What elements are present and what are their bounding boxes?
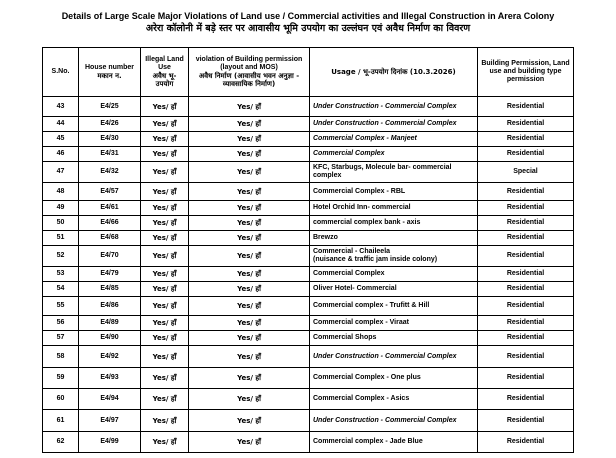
cell-usage: Under Construction - Commercial Complex [310,117,478,132]
cell-house-number: E4/92 [79,346,141,368]
cell-sno: 50 [43,216,79,231]
cell-usage: Commercial Complex - RBL [310,183,478,201]
title-english: Details of Large Scale Major Violations of Land use / Commercial activities and Illegal Construction in Arera Colony [61,11,555,21]
cell-usage: Commercial Complex [310,267,478,282]
table-row [43,97,574,117]
cell-house-number: E4/57 [79,183,141,201]
table-row [43,201,574,216]
header-usage: Usage / भू-उपयोग दिनांक (10.3.2026) [310,48,478,97]
table-row [43,246,574,267]
cell-usage: Under Construction - Commercial Complex [310,97,478,117]
table-row [43,432,574,453]
cell-house-number: E4/85 [79,282,141,297]
cell-permission: Residential [478,216,574,231]
cell-sno: 54 [43,282,79,297]
cell-violation: Yes/ हाँ [189,297,310,316]
cell-illegal-land-use: Yes/ हाँ [141,117,189,132]
cell-house-number: E4/66 [79,216,141,231]
cell-usage: Under Construction - Commercial Complex [310,410,478,432]
cell-usage: Hotel Orchid Inn- commercial [310,201,478,216]
cell-violation: Yes/ हाँ [189,267,310,282]
cell-illegal-land-use: Yes/ हाँ [141,231,189,246]
header-violation-hi: अवैध निर्माण (आवासीय भवन अनुज्ञा - व्यावसायिक निर्माण) [198,72,300,88]
header-illegal-hi: अवैध भू-उपयोग [152,72,177,88]
cell-sno: 43 [43,97,79,117]
table-body [43,97,574,453]
cell-permission: Residential [478,297,574,316]
title-hindi: अरेरा कॉलोनी में बड़े स्तर पर आवासीय भूमि उपयोग का उल्लंघन एवं अवैध निर्माण का विवरण [145,23,471,34]
cell-usage: commercial complex bank - axis [310,216,478,231]
cell-violation: Yes/ हाँ [189,162,310,183]
table-row [43,389,574,410]
table-header-row [43,48,574,97]
cell-sno: 58 [43,346,79,368]
cell-sno: 52 [43,246,79,267]
cell-usage: KFC, Starbugs, Molecule bar- commercial complex [310,162,478,183]
cell-sno: 47 [43,162,79,183]
cell-permission: Special [478,162,574,183]
cell-permission: Residential [478,231,574,246]
cell-house-number: E4/99 [79,432,141,453]
table-row [43,132,574,147]
cell-sno: 55 [43,297,79,316]
cell-illegal-land-use: Yes/ हाँ [141,97,189,117]
cell-violation: Yes/ हाँ [189,331,310,346]
table-row [43,316,574,331]
cell-illegal-land-use: Yes/ हाँ [141,267,189,282]
cell-permission: Residential [478,316,574,331]
cell-usage: Commercial Complex - One plus [310,368,478,389]
cell-violation: Yes/ हाँ [189,389,310,410]
header-illegal-land-use [141,48,189,97]
cell-illegal-land-use: Yes/ हाँ [141,432,189,453]
cell-illegal-land-use: Yes/ हाँ [141,162,189,183]
table-row [43,117,574,132]
cell-usage: Commercial complex - Jade Blue [310,432,478,453]
cell-permission: Residential [478,183,574,201]
header-illegal-en: Illegal Land Use [145,56,184,71]
cell-permission: Residential [478,410,574,432]
table-row [43,282,574,297]
cell-sno: 62 [43,432,79,453]
cell-house-number: E4/31 [79,147,141,162]
cell-sno: 59 [43,368,79,389]
cell-house-number: E4/94 [79,389,141,410]
cell-house-number: E4/97 [79,410,141,432]
table-row [43,346,574,368]
cell-permission: Residential [478,147,574,162]
cell-violation: Yes/ हाँ [189,183,310,201]
cell-house-number: E4/25 [79,97,141,117]
cell-violation: Yes/ हाँ [189,410,310,432]
header-permission: Building Permission, Land use and building type permission [478,48,574,97]
cell-illegal-land-use: Yes/ हाँ [141,183,189,201]
cell-permission: Residential [478,97,574,117]
cell-usage: Commercial Complex - Asics [310,389,478,410]
cell-usage: Commercial Complex [310,147,478,162]
cell-permission: Residential [478,282,574,297]
cell-permission: Residential [478,331,574,346]
cell-sno: 53 [43,267,79,282]
cell-sno: 48 [43,183,79,201]
cell-permission: Residential [478,267,574,282]
cell-violation: Yes/ हाँ [189,346,310,368]
cell-house-number: E4/90 [79,331,141,346]
cell-violation: Yes/ हाँ [189,147,310,162]
cell-illegal-land-use: Yes/ हाँ [141,316,189,331]
cell-violation: Yes/ हाँ [189,432,310,453]
cell-house-number: E4/89 [79,316,141,331]
cell-violation: Yes/ हाँ [189,117,310,132]
cell-usage: Commercial - Chaileela (nuisance & traffic jam inside colony) [310,246,478,267]
cell-house-number: E4/30 [79,132,141,147]
table-row [43,297,574,316]
cell-usage: Oliver Hotel- Commercial [310,282,478,297]
table-row [43,231,574,246]
cell-sno: 60 [43,389,79,410]
cell-violation: Yes/ हाँ [189,201,310,216]
cell-house-number: E4/61 [79,201,141,216]
cell-house-number: E4/32 [79,162,141,183]
header-sno: S.No. [43,48,79,97]
header-house-hi: मकान न. [97,72,122,80]
cell-permission: Residential [478,389,574,410]
cell-illegal-land-use: Yes/ हाँ [141,132,189,147]
cell-sno: 44 [43,117,79,132]
cell-usage: Under Construction - Commercial Complex [310,346,478,368]
table-row [43,183,574,201]
cell-permission: Residential [478,117,574,132]
cell-illegal-land-use: Yes/ हाँ [141,331,189,346]
header-violation-en: violation of Building permission (layout and MOS) [195,56,303,71]
cell-house-number: E4/79 [79,267,141,282]
cell-violation: Yes/ हाँ [189,282,310,297]
cell-sno: 57 [43,331,79,346]
table-row [43,410,574,432]
cell-illegal-land-use: Yes/ हाँ [141,201,189,216]
cell-illegal-land-use: Yes/ हाँ [141,389,189,410]
cell-house-number: E4/70 [79,246,141,267]
cell-permission: Residential [478,246,574,267]
cell-sno: 56 [43,316,79,331]
cell-permission: Residential [478,368,574,389]
cell-illegal-land-use: Yes/ हाँ [141,246,189,267]
cell-illegal-land-use: Yes/ हाँ [141,216,189,231]
cell-permission: Residential [478,132,574,147]
cell-violation: Yes/ हाँ [189,368,310,389]
cell-house-number: E4/68 [79,231,141,246]
table-row [43,368,574,389]
header-house-en: House number [84,64,134,71]
cell-permission: Residential [478,201,574,216]
cell-house-number: E4/26 [79,117,141,132]
cell-sno: 49 [43,201,79,216]
cell-usage: Commercial complex - Trufitt & Hill [310,297,478,316]
table-row [43,162,574,183]
cell-illegal-land-use: Yes/ हाँ [141,368,189,389]
violations-table [42,47,574,453]
cell-house-number: E4/93 [79,368,141,389]
cell-illegal-land-use: Yes/ हाँ [141,297,189,316]
cell-illegal-land-use: Yes/ हाँ [141,147,189,162]
table-row [43,331,574,346]
cell-violation: Yes/ हाँ [189,132,310,147]
cell-sno: 51 [43,231,79,246]
cell-violation: Yes/ हाँ [189,216,310,231]
cell-illegal-land-use: Yes/ हाँ [141,410,189,432]
cell-house-number: E4/86 [79,297,141,316]
cell-sno: 61 [43,410,79,432]
cell-permission: Residential [478,432,574,453]
table-row [43,147,574,162]
header-violation [189,48,310,97]
cell-sno: 45 [43,132,79,147]
cell-sno: 46 [43,147,79,162]
cell-permission: Residential [478,346,574,368]
table-row [43,216,574,231]
cell-violation: Yes/ हाँ [189,97,310,117]
cell-violation: Yes/ हाँ [189,316,310,331]
cell-illegal-land-use: Yes/ हाँ [141,346,189,368]
cell-violation: Yes/ हाँ [189,246,310,267]
cell-usage: Commercial Complex - Manjeet [310,132,478,147]
table-row [43,267,574,282]
cell-illegal-land-use: Yes/ हाँ [141,282,189,297]
cell-usage: Commercial complex - Viraat [310,316,478,331]
cell-usage: Brewzo [310,231,478,246]
cell-usage: Commercial Shops [310,331,478,346]
cell-violation: Yes/ हाँ [189,231,310,246]
header-house-number [79,48,141,97]
